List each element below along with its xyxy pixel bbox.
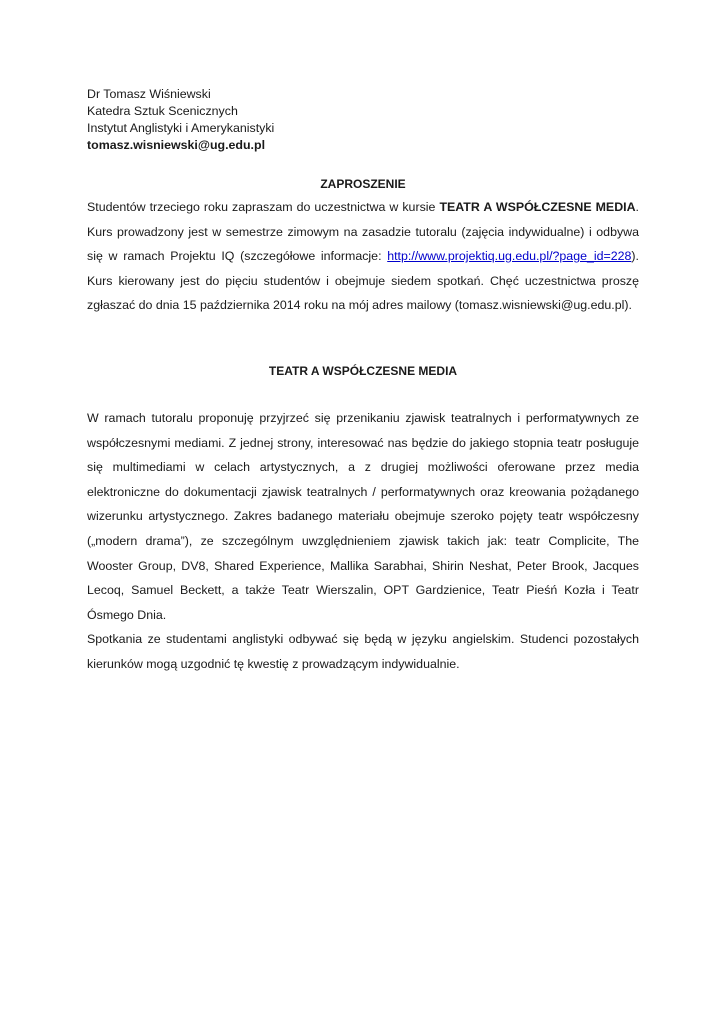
document-content — [87, 86, 639, 677]
author-header — [87, 86, 639, 154]
invitation-paragraph — [87, 195, 639, 318]
project-info-link[interactable]: http://www.projektiq.ug.edu.pl/?page_id=228 — [387, 249, 632, 264]
author-department: Katedra Sztuk Scenicznych — [87, 104, 238, 118]
invitation-text-part-3: ). Kurs kierowany jest do pięciu studentów i obejmuje siedem spotkań. Chęć uczestnictwa proszę zgłaszać do dnia 15 października 2014 roku na mój adres mailowy (tomasz.wisniewski@ug.edu.pl). — [87, 249, 639, 313]
invitation-course-name: TEATR A WSPÓŁCZESNE MEDIA — [439, 200, 636, 214]
author-name: Dr Tomasz Wiśniewski — [87, 87, 211, 101]
invitation-text-part-1: Studentów trzeciego roku zapraszam do uczestnictwa w kursie — [87, 200, 440, 214]
invitation-text-part-2: . Kurs prowadzony jest w semestrze zimowym na zasadzie tutoralu (zajęcia indywidualne) i odbywa się w ramach Projektu IQ (szczegółowe informacje: — [87, 200, 639, 264]
author-email: tomasz.wisniewski@ug.edu.pl — [87, 138, 266, 152]
course-heading: TEATR A WSPÓŁCZESNE MEDIA — [268, 363, 458, 378]
course-description-paragraph: W ramach tutoralu proponuję przyjrzeć się przenikaniu zjawisk teatralnych i performatywnych ze współczesnymi mediami. Z jednej strony, interesować nas będzie do jakiego stopnia teatr posługuje się multimediami w celach artystycznych, a z drugiej możliwości oferowane przez media elektroniczne do dokumentacji zjawisk teatralnych / performatywnych oraz kreowania pożądanego wizerunku artystycznego. Zakres badanego materiału obejmuje szeroko pojęty teatr współczesny („modern drama”), ze szczególnym uwzględnieniem zjawisk takich jak: teatr Complicite, The Wooster Group, DV8, Shared Experience, Mallika Sarabhai, Shirin Neshat, Peter Brook, Jacques Lecoq, Samuel Beckett, a także Teatr Wierszalin, OPT Gardzienice, Teatr Pieśń Kozła i Teatr Ósmego Dnia. — [87, 410, 639, 622]
author-institute: Instytut Anglistyki i Amerykanistyki — [87, 121, 275, 135]
invitation-heading: ZAPROSZENIE — [320, 177, 406, 191]
meetings-paragraph: Spotkania ze studentami anglistyki odbywać się będą w języku angielskim. Studenci pozostałych kierunków mogą uzgodnić tę kwestię z prowadzącym indywidualnie. — [87, 632, 639, 671]
